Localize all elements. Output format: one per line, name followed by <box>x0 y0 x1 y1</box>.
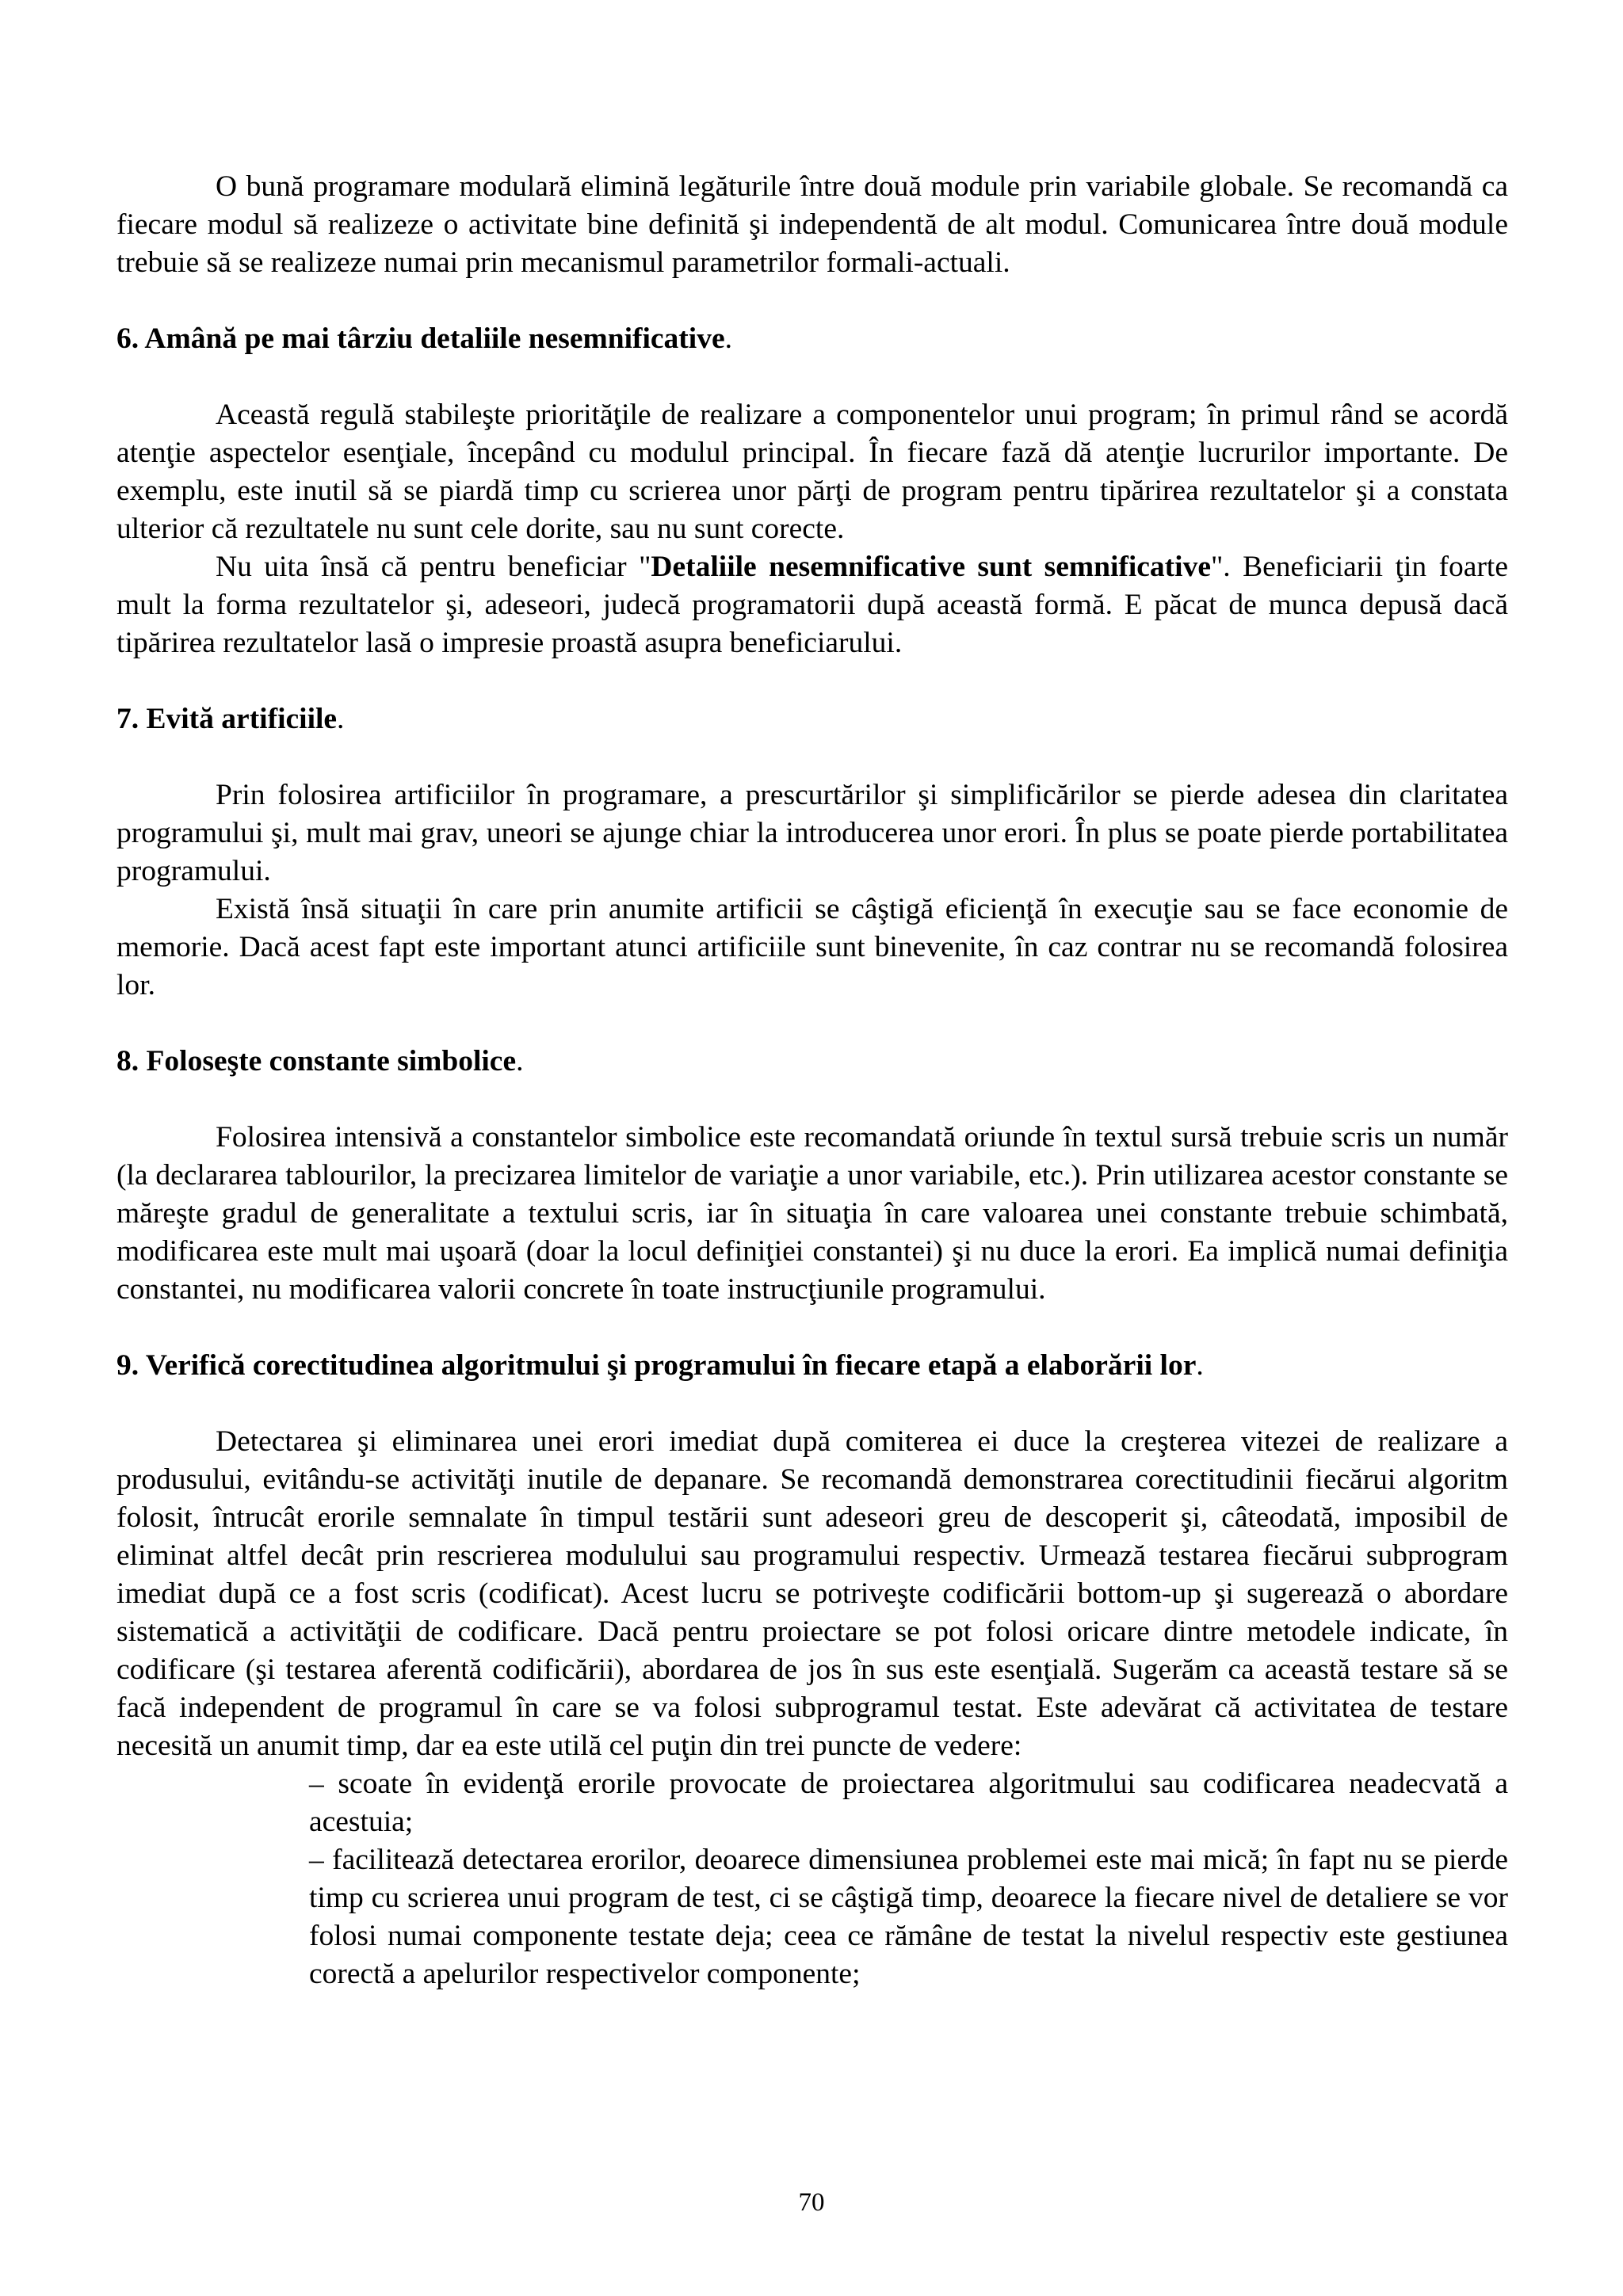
heading-period: . <box>516 1045 524 1077</box>
bullet-list <box>309 1765 1508 1993</box>
intro-section <box>116 168 1508 282</box>
heading-period: . <box>724 322 732 355</box>
body-paragraph: Această regulă stabileşte priorităţile de realizare a componentelor unui program; în primul rând se acordă atenţie aspectelor esenţiale, începând cu modulul principal. În fiecare fază dă atenţie lucrurilor importante. De exemplu, este inutil să se piardă timp cu scrierea unor părţi de program pentru tipărirea rezultatelor şi a constata ulterior că rezultatele nu sunt cele dorite, sau nu sunt corecte. <box>116 399 1508 545</box>
body-paragraph: Există însă situaţii în care prin anumite artificii se câştigă eficienţă în execuţie sau se face economie de memorie. Dacă acest fapt este important atunci artificiile sunt binevenite, în caz contrar nu se recomandă folosirea lor. <box>116 893 1508 1001</box>
body-paragraph: Folosirea intensivă a constantelor simbolice este recomandată oriunde în textul sursă trebuie scris un număr (la declararea tablourilor, la precizarea limitelor de variaţie a unor variabile, etc.). Prin utilizarea acestor constante se măreşte gradul de generalitate a textului scris, iar în situaţia în care valoarea unei constante trebuie schimbată, modificarea este mult mai uşoară (doar la locul definiţiei constantei) şi nu duce la erori. Ea implică numai definiţia constantei, nu modificarea valorii concrete în toate instrucţiunile programului. <box>116 1121 1508 1306</box>
section-9 <box>116 1347 1508 1993</box>
body-paragraph: O bună programare modulară elimină legăturile între două module prin variabile globale. Se recomandă ca fiecare modul să realizeze o activitate bine definită şi independentă de alt modul. Comunicarea între două module trebuie să se realizeze numai prin mecanismul parametrilor formali-actuali. <box>116 170 1508 279</box>
section-heading <box>116 1043 1508 1081</box>
section-heading-text: 7. Evită artificiile <box>116 703 338 735</box>
section-heading <box>116 700 1508 738</box>
body-paragraph: Detectarea şi eliminarea unei erori imediat după comiterea ei duce la creşterea vitezei de realizare a produsului, evitându-se activităţi inutile de depanare. Se recomandă demonstrarea corectitudinii fiecărui algoritm folosit, întrucât erorile semnalate în timpul testării sunt adeseori greu de descoperit şi, câteodată, imposibil de eliminat altfel decât prin rescrierea modulului sau programului respectiv. Urmează testarea fiecărui subprogram imediat după ce a fost scris (codificat). Acest lucru se potriveşte codificării bottom-up şi sugerează o abordare sistematică a activităţii de codificare. Dacă pentru proiectare se pot folosi oricare dintre metodele indicate, în codificare (şi testarea aferentă codificării), abordarea de jos în sus este esenţială. Sugerăm ca această testare să se facă independent de programul în care se va folosi subprogramul testat. Este adevărat că activitatea de testare necesită un anumit timp, dar ea este utilă cel puţin din trei puncte de vedere: <box>116 1425 1508 1762</box>
heading-period: . <box>1196 1349 1204 1382</box>
list-item: – scoate în evidenţă erorile provocate de proiectarea algoritmului sau codificarea neadecvată a acestuia; <box>309 1768 1508 1838</box>
section-heading-text: 9. Verifică corectitudinea algoritmului şi programului în fiecare etapă a elaborării lor <box>116 1349 1197 1382</box>
document-page <box>116 168 1508 1993</box>
bold-quote: Detaliile nesemnificative sunt semnificative <box>651 551 1211 583</box>
body-paragraph-mixed <box>116 548 1508 662</box>
heading-period: . <box>337 703 345 735</box>
section-8 <box>116 1043 1508 1309</box>
section-6 <box>116 320 1508 662</box>
section-heading <box>116 1347 1508 1385</box>
section-heading <box>116 320 1508 358</box>
page-number: 70 <box>798 2188 825 2217</box>
text-after-bold: ". Beneficiarii ţin foarte mult la forma rezultatelor şi, adeseori, judecă programatorii după această formă. E păcat de munca depusă dacă tipărirea rezultatelor lasă o impresie proastă asupra beneficiarului. <box>116 551 1508 659</box>
section-heading-text: 8. Foloseşte constante simbolice <box>116 1045 517 1077</box>
section-7 <box>116 700 1508 1005</box>
body-paragraph: Prin folosirea artificiilor în programare, a prescurtărilor şi simplificărilor se pierde adesea din claritatea programului şi, mult mai grav, uneori se ajunge chiar la introducerea unor erori. În plus se poate pierde portabilitatea programului. <box>116 779 1508 887</box>
section-heading-text: 6. Amână pe mai târziu detaliile nesemnificative <box>116 322 725 355</box>
text-before-bold: Nu uita însă că pentru beneficiar " <box>216 551 651 583</box>
list-item: – facilitează detectarea erorilor, deoarece dimensiunea problemei este mai mică; în fapt nu se pierde timp cu scrierea unui program de test, ci se câştigă timp, deoarece la fiecare nivel de detaliere se vor folosi numai componente testate deja; ceea ce rămâne de testat la nivelul respectiv este gestiunea corectă a apelurilor respectivelor componente; <box>309 1844 1508 1990</box>
